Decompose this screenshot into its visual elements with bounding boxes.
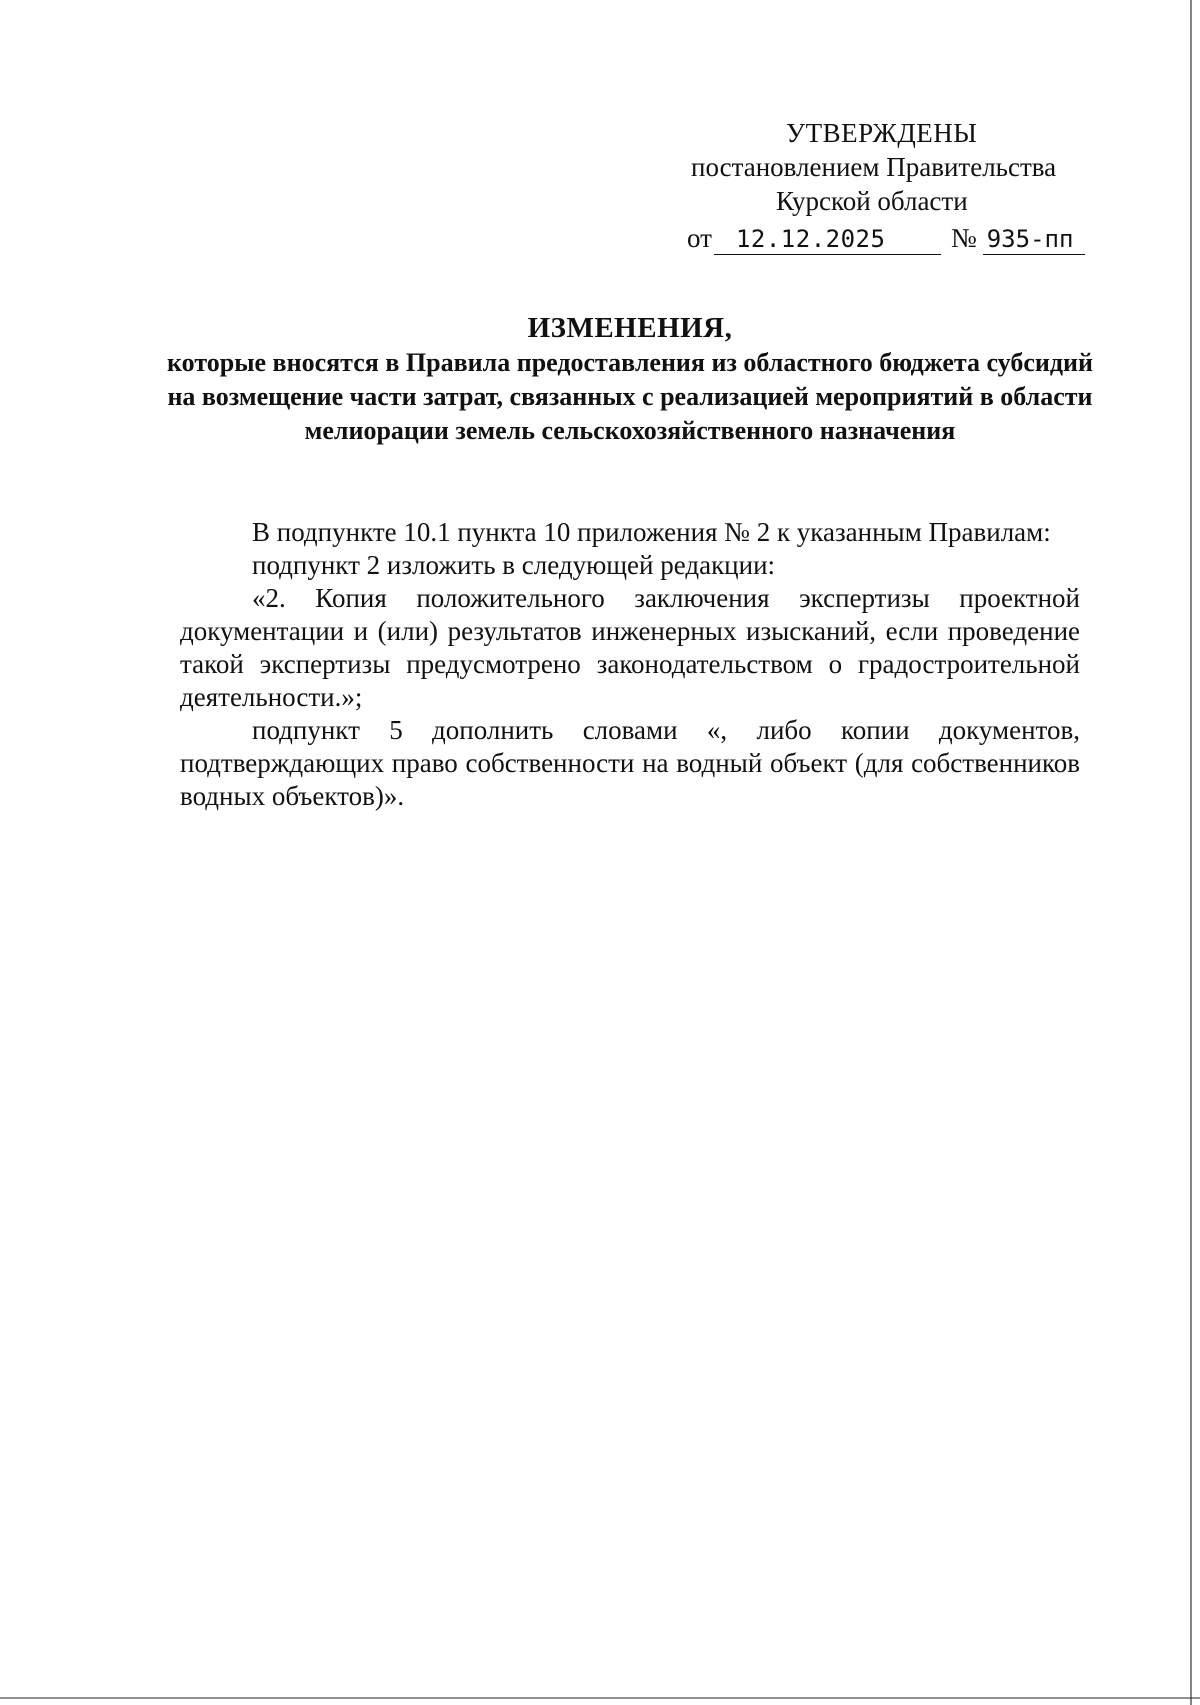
approval-date-row xyxy=(680,221,1100,255)
document-body xyxy=(180,516,1080,813)
body-paragraph-3: «2. Копия положительного заключения экспертизы проектной документации и (или) результатов инженерных изысканий, если проведение такой экспертизы предусмотрено законодательством о градостроительной деятельности.»; xyxy=(180,583,1080,712)
decree-date: 12.12.2025 xyxy=(714,224,941,255)
scan-edge-bottom xyxy=(0,1697,1200,1699)
decree-number: 935-пп xyxy=(983,224,1085,255)
date-prefix: от xyxy=(687,223,712,253)
approval-title: УТВЕРЖДЕНЫ xyxy=(786,118,978,148)
heading-subtitle: которые вносятся в Правила предоставления из областного бюджета субсидий на возмещение части затрат, связанных с реализацией мероприятий в области мелиорации земель сельскохозяйственного назначения xyxy=(167,348,1093,445)
document-heading xyxy=(160,310,1100,448)
heading-title: ИЗМЕНЕНИЯ, xyxy=(527,312,733,344)
body-paragraph-2: подпункт 2 изложить в следующей редакции: xyxy=(252,550,776,580)
approval-block xyxy=(680,116,1100,255)
body-paragraph-1: В подпункте 10.1 пункта 10 приложения № 2 к указанным Правилам: xyxy=(252,517,1051,547)
approval-decree-line: постановлением Правительства xyxy=(691,152,1057,182)
scan-edge-right xyxy=(1190,0,1192,1705)
number-prefix: № xyxy=(950,223,977,253)
approval-region-line: Курской области xyxy=(776,186,968,216)
body-paragraph-4: подпункт 5 дополнить словами «, либо копии документов, подтверждающих право собственности на водный объект (для собственников водных объектов)». xyxy=(180,715,1080,811)
